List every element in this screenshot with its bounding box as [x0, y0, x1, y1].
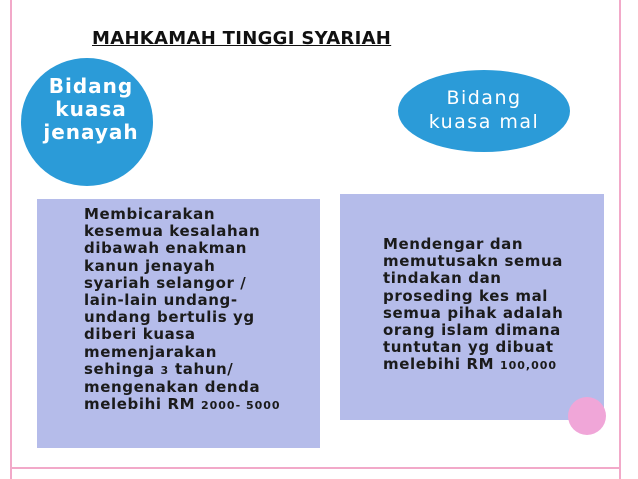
mal-line-amount [383, 356, 563, 374]
jenayah-line: memenjarakan [84, 342, 218, 361]
slide-title: MAHKAMAH TINGGI SYARIAH [92, 28, 392, 49]
decorative-pink-circle [568, 397, 606, 435]
amount-range: 2000- 5000 [200, 399, 281, 413]
mal-line: Mendengar dan [383, 235, 524, 253]
slide-border-bottom [10, 467, 621, 469]
mal-line: tuntutan yg dibuat [383, 338, 554, 357]
jenayah-line: undang bertulis yg [84, 308, 255, 327]
jenayah-description [84, 206, 281, 414]
jenayah-line: kanun jenayah [84, 256, 216, 275]
slide-border-left [10, 0, 12, 479]
jenayah-line: kesemua kesalahan [84, 222, 261, 241]
amount-prefix: melebihi RM [84, 395, 201, 414]
jenayah-line: syariah selangor / [84, 273, 247, 292]
mal-line: tindakan dan [383, 269, 502, 288]
mal-line: orang islam dimana [383, 321, 561, 340]
mal-amount: 100,000 [499, 359, 558, 373]
duration-number: 3 [160, 363, 170, 377]
duration-suffix: tahun/ [169, 359, 234, 378]
jenayah-line: diberi kuasa [84, 325, 196, 344]
mal-description [383, 236, 563, 375]
mal-line: proseding kes mal [383, 286, 549, 305]
jenayah-line: lain-lain undang- [84, 291, 238, 310]
jenayah-line: mengenakan denda [84, 378, 261, 397]
jenayah-line-amount [84, 396, 281, 414]
jenayah-line: dibawah enakman [84, 239, 247, 258]
mal-line: memutusakn semua [383, 252, 564, 271]
mal-heading: Bidang kuasa mal [428, 87, 540, 133]
jenayah-line: Membicarakan [84, 205, 216, 223]
duration-prefix: sehinga [84, 359, 161, 378]
mal-amount-prefix: melebihi RM [383, 355, 500, 374]
jenayah-line-duration [84, 361, 281, 379]
slide-border-right [619, 0, 621, 479]
mal-line: semua pihak adalah [383, 303, 564, 322]
jenayah-heading: Bidang kuasa jenayah [43, 74, 139, 144]
